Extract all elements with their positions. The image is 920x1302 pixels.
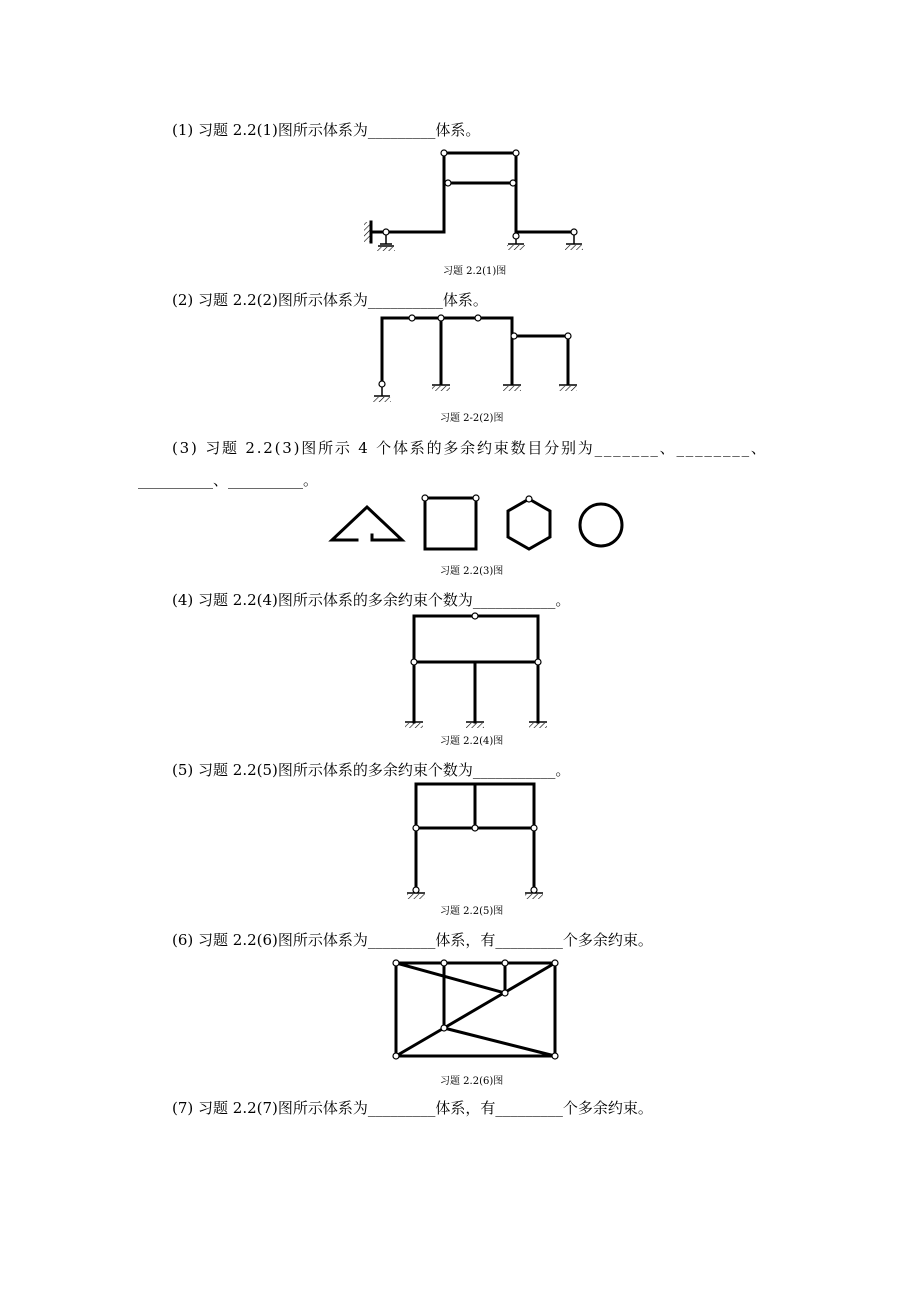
figure-4-frame xyxy=(405,613,547,728)
figure-1-frame xyxy=(364,150,583,251)
figure-5-frame xyxy=(407,784,543,899)
figure-6-truss xyxy=(393,960,558,1059)
caption-fig5: 习题 2.2(5)图 xyxy=(440,906,504,917)
question-4: (4) 习题 2.2(4)图所示体系的多余约束个数为___________。 xyxy=(172,591,571,609)
caption-fig4: 习题 2.2(4)图 xyxy=(440,736,504,747)
question-1: (1) 习题 2.2(1)图所示体系为_________体系。 xyxy=(172,121,481,139)
question-2: (2) 习题 2.2(2)图所示体系为__________体系。 xyxy=(172,291,488,309)
caption-fig6: 习题 2.2(6)图 xyxy=(440,1076,504,1087)
question-5: (5) 习题 2.2(5)图所示体系的多余约束个数为___________。 xyxy=(172,761,571,779)
caption-fig3: 习题 2.2(3)图 xyxy=(440,566,504,577)
question-3-line2: __________、__________。 xyxy=(138,471,319,489)
caption-fig2: 习题 2-2(2)图 xyxy=(440,413,504,424)
question-7: (7) 习题 2.2(7)图所示体系为_________体系，有_________个多余约束。 xyxy=(172,1099,653,1117)
caption-fig1: 习题 2.2(1)图 xyxy=(443,266,507,277)
question-6: (6) 习题 2.2(6)图所示体系为_________体系，有_________个多余约束。 xyxy=(172,931,653,949)
figure-3-shapes xyxy=(332,495,622,549)
figure-2-frame xyxy=(373,315,577,402)
question-3-line1: (3) 习题 2.2(3)图所示 4 个体系的多余约束数目分别为_______、________、 xyxy=(172,439,768,457)
